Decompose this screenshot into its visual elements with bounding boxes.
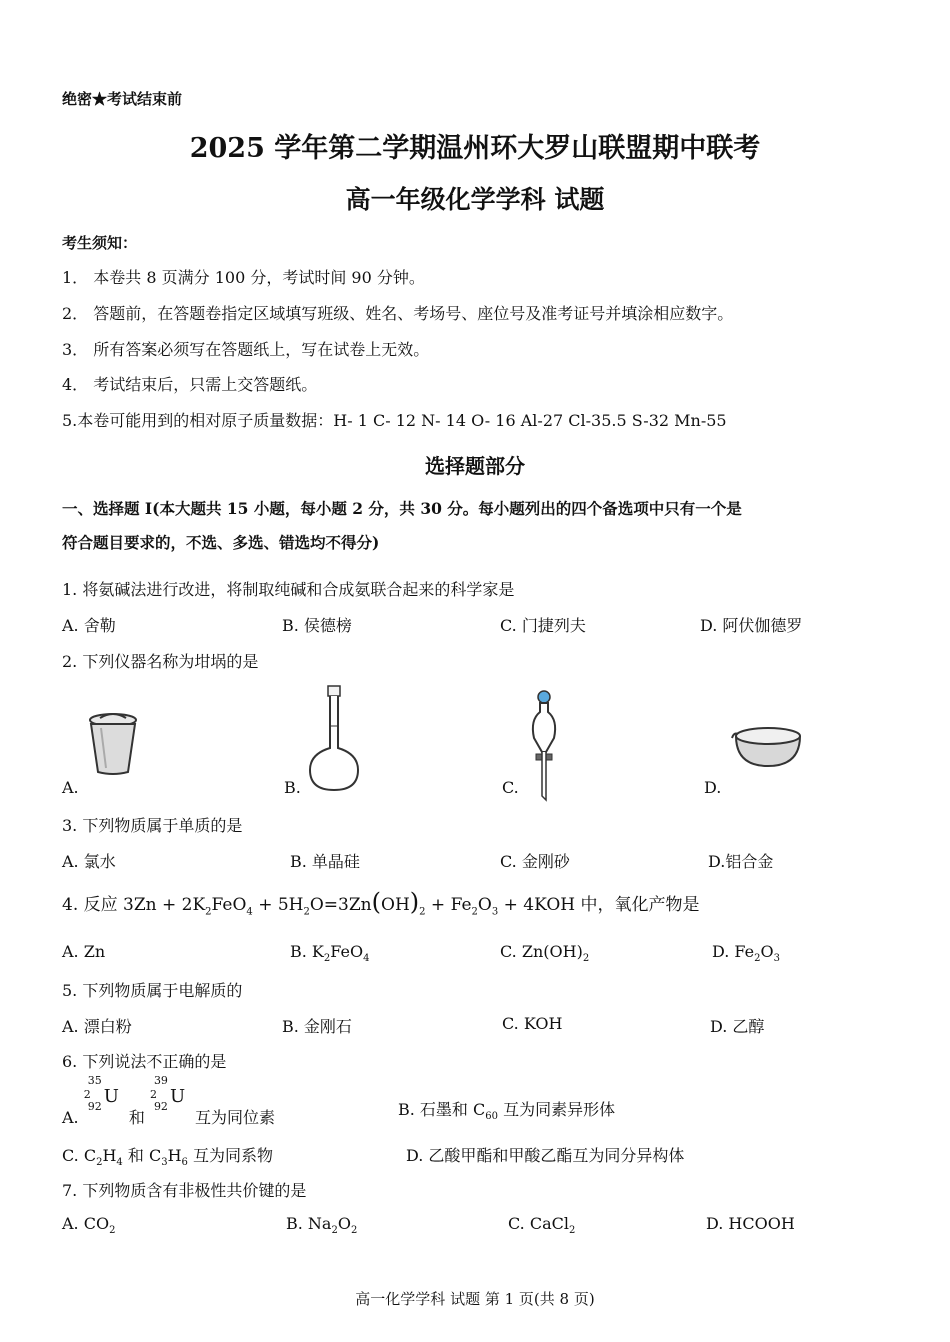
q7-option-d: D. HCOOH <box>706 1214 795 1233</box>
q1-option-d: D. 阿伏伽德罗 <box>700 616 803 635</box>
q5-stem: 5. 下列物质属于电解质的 <box>62 981 243 1000</box>
notice-item-1: 1． 本卷共 8 页满分 100 分，考试时间 90 分钟。 <box>62 268 425 287</box>
section-instructions-2: 符合题目要求的，不选、多选、错选均不得分) <box>62 533 380 552</box>
q3-option-a: A. 氯水 <box>62 852 116 871</box>
page-footer: 高一化学学科 试题 第 1 页(共 8 页) <box>355 1290 595 1308</box>
q3-option-b: B. 单晶硅 <box>290 852 360 871</box>
notice-item-3: 3． 所有答案必须写在答题纸上，写在试卷上无效。 <box>62 340 430 359</box>
notice-heading: 考生须知： <box>62 234 138 252</box>
q4-option-a: A. Zn <box>62 942 106 961</box>
q5-option-c: C. KOH <box>502 1014 563 1033</box>
q2-option-c: C. <box>502 778 519 797</box>
q5-option-d: D. 乙醇 <box>710 1017 765 1036</box>
q3-stem: 3. 下列物质属于单质的是 <box>62 816 243 835</box>
q7-stem: 7. 下列物质含有非极性共价键的是 <box>62 1181 307 1200</box>
q6-option-c: C. $C_2H_4$ 和 $C_3H_6$ 互为同系物 <box>62 1146 274 1169</box>
section-title: 选择题部分 <box>425 454 525 478</box>
separatory-funnel-icon <box>526 690 562 802</box>
q1-option-a: A. 舍勒 <box>62 616 116 635</box>
q3-option-c: C. 金刚砂 <box>500 852 570 871</box>
q5-option-b: B. 金刚石 <box>282 1017 352 1036</box>
q1-option-c: C. 门捷列夫 <box>500 616 586 635</box>
q1-stem: 1. 将氨碱法进行改进，将制取纯碱和合成氨联合起来的科学家是 <box>62 580 515 599</box>
section-instructions-1: 一、选择题 Ⅰ(本大题共 15 小题，每小题 2 分，共 30 分。每小题列出的四个备选项中只有一个是 <box>62 499 742 518</box>
volumetric-flask-icon <box>306 682 362 794</box>
notice-item-2: 2． 答题前，在答题卷指定区域填写班级、姓名、考场号、座位号及准考证号并填涂相应数字。 <box>62 304 734 323</box>
q4-option-d: D. $Fe_2O_3$ <box>712 942 780 965</box>
q1-option-b: B. 侯德榜 <box>282 616 352 635</box>
q4-option-c: C. $Zn(OH)_2$ <box>500 942 590 965</box>
notice-item-4: 4． 考试结束后，只需上交答题纸。 <box>62 375 318 394</box>
evaporating-dish-icon <box>730 720 806 770</box>
isotope-u-235: 35 2 92 U <box>83 1074 119 1113</box>
q3-option-d: D.铝合金 <box>708 852 774 871</box>
q6-option-a: A. 35 2 92 U 和 39 2 92 U 互为同位素 <box>62 1074 276 1127</box>
exam-subtitle: 高一年级化学学科 试题 <box>345 185 605 214</box>
q6-option-b: B. 石墨和 $C_{60}$ 互为同素异形体 <box>398 1100 616 1123</box>
q4-option-b: B. $K_2FeO_4$ <box>290 942 370 965</box>
notice-item-5: 5.本卷可能用到的相对原子质量数据：H- 1 C- 12 N- 14 O- 16 Al-27 Cl-35.5 S-32 Mn-55 <box>62 411 727 430</box>
q7-option-a: A. $CO_2$ <box>62 1214 116 1237</box>
q2-stem: 2. 下列仪器名称为坩埚的是 <box>62 652 259 671</box>
q6-option-d: D. 乙酸甲酯和甲酸乙酯互为同分异构体 <box>406 1146 685 1165</box>
q2-option-d: D. <box>704 778 722 797</box>
q2-option-a: A. <box>62 778 79 797</box>
q6-stem: 6. 下列说法不正确的是 <box>62 1052 227 1071</box>
secret-label: 绝密★考试结束前 <box>62 90 183 108</box>
q2-option-b: B. <box>284 778 301 797</box>
q7-option-b: B. $Na_2O_2$ <box>286 1214 358 1237</box>
q4-stem: 4. 反应 $3Zn + 2K_2FeO_4 + 5H_2O=3Zn(OH)_2 + Fe_2O_3 + 4KOH$ 中，氧化产物是 <box>62 888 700 918</box>
q5-option-a: A. 漂白粉 <box>62 1017 132 1036</box>
isotope-u-239: 39 2 92 U <box>149 1074 186 1113</box>
crucible-icon <box>86 708 140 776</box>
exam-title: 2025 学年第二学期温州环大罗山联盟期中联考 <box>189 133 761 164</box>
q7-option-c: C. CaCl$_2$ <box>508 1214 576 1237</box>
